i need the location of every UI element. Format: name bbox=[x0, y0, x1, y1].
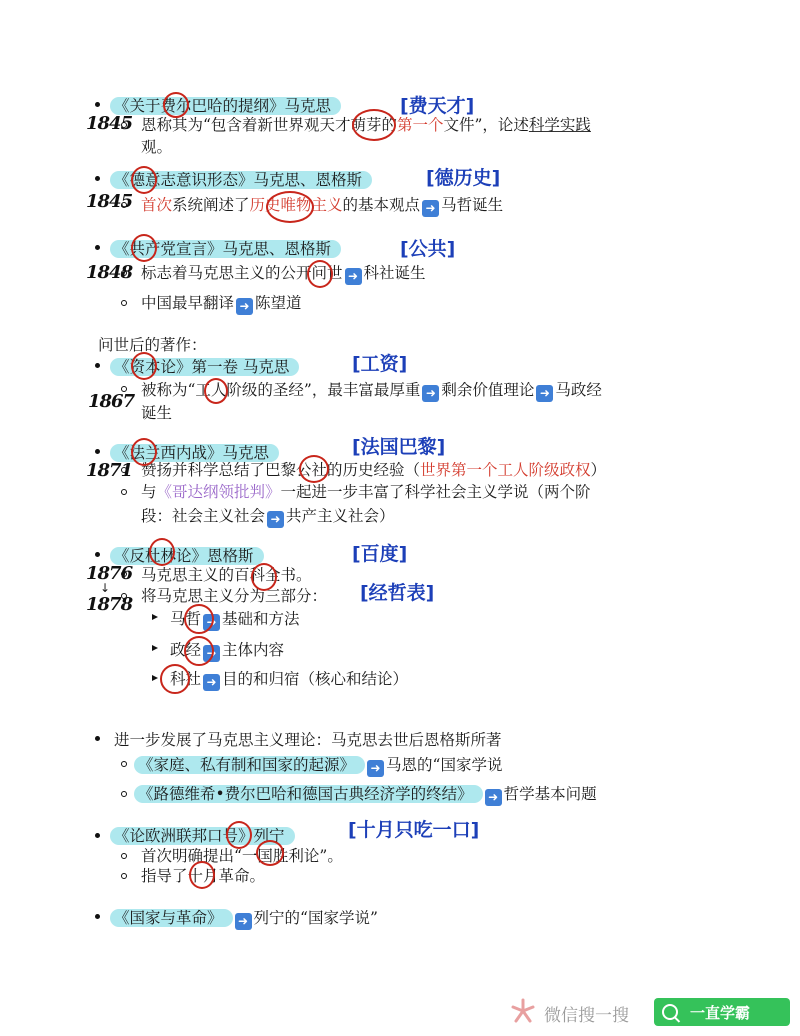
section-9-line: 《国家与革命》 ➜ 列宁的“国家学说” bbox=[110, 906, 378, 930]
bullet bbox=[95, 449, 100, 454]
section-7-sub2: 《路德维希•费尔巴哈和德国古典经济学的终结》 ➜ 哲学基本问题 bbox=[134, 782, 597, 806]
bullet bbox=[95, 833, 100, 838]
section-8-note: [十月只吃一口] bbox=[348, 819, 480, 841]
section-4-line2: 诞生 bbox=[141, 404, 173, 422]
section-1-year: 1845 bbox=[86, 113, 133, 134]
bullet bbox=[95, 363, 100, 368]
sub-bullet bbox=[121, 122, 127, 128]
sub-bullet bbox=[121, 873, 127, 879]
section-6-title: 《反杜林论》恩格斯 bbox=[110, 544, 264, 566]
section-5-line2: 与《哥达纲领批判》一起进一步丰富了科学社会主义学说（两个阶 bbox=[141, 483, 591, 501]
red-ink-circle bbox=[131, 166, 157, 194]
right-arrow-icon: ➜ bbox=[203, 674, 220, 691]
section-1-line1: 恩称其为“包含着新世界观天才萌芽的第一个文件”，论述科学实践 bbox=[141, 116, 591, 134]
section-6-year-start: 1876 bbox=[86, 563, 133, 584]
section-4-year: 1867 bbox=[88, 391, 135, 412]
section-2-year: 1845 bbox=[86, 191, 133, 212]
red-ink-circle bbox=[256, 840, 284, 866]
bullet bbox=[95, 102, 100, 107]
section-8-title: 《论欧洲联邦口号》列宁 bbox=[110, 824, 295, 846]
section-5-title: 《法兰西内战》马克思 bbox=[110, 441, 279, 463]
section-8-line2: 指导了十月革命。 bbox=[141, 867, 266, 885]
section-3-year: 1848 bbox=[86, 262, 133, 283]
section-3-title: 《共产党宣言》马克思、恩格斯 bbox=[110, 237, 341, 259]
bullet bbox=[95, 245, 100, 250]
sub-sub-bullet bbox=[152, 645, 158, 651]
sub-bullet bbox=[121, 202, 127, 208]
section-6-year-end: 1878 bbox=[86, 594, 133, 615]
watermark-label: 微信搜一搜 bbox=[544, 1006, 629, 1026]
section-5-line1: 赞扬并科学总结了巴黎公社的历史经验（世界第一个工人阶级政权） bbox=[141, 461, 607, 479]
red-ink-circle bbox=[131, 438, 157, 466]
section-6-line1: 马克思主义的百科全书。 bbox=[141, 566, 312, 584]
section-5-line3: 段：社会主义社会 ➜ 共产主义社会） bbox=[141, 507, 395, 526]
right-arrow-icon: ➜ bbox=[203, 614, 220, 631]
red-ink-circle bbox=[189, 861, 215, 889]
right-arrow-icon: ➜ bbox=[485, 789, 502, 806]
section-4-line1: 被称为“工人阶级的圣经”，最丰富最厚重 ➜ 剩余价值理论 ➜ 马政经 bbox=[141, 381, 602, 400]
bullet bbox=[95, 736, 100, 741]
sub-sub-bullet bbox=[152, 675, 158, 681]
sub-bullet bbox=[121, 853, 127, 859]
search-icon bbox=[662, 1004, 678, 1020]
right-arrow-icon: ➜ bbox=[267, 511, 284, 528]
section-5-note: [法国巴黎] bbox=[352, 436, 446, 458]
section-2-note: [德历史] bbox=[426, 167, 501, 189]
bullet bbox=[95, 552, 100, 557]
section-7-line1: 进一步发展了马克思主义理论：马克思去世后恩格斯所著 bbox=[114, 731, 502, 749]
section-6-note: [百度] bbox=[352, 543, 408, 565]
bullet bbox=[95, 176, 100, 181]
section-2-line1: 首次系统阐述了历史唯物主义的基本观点 ➜ 马哲诞生 bbox=[141, 196, 504, 215]
red-ink-circle bbox=[131, 352, 157, 380]
right-arrow-icon: ➜ bbox=[367, 760, 384, 777]
section-4-note: [工资] bbox=[352, 353, 408, 375]
section-6-sub3: 科社 ➜ 目的和归宿（核心和结论） bbox=[170, 670, 409, 689]
after-heading: 问世后的著作： bbox=[98, 336, 207, 354]
right-arrow-icon: ➜ bbox=[345, 268, 362, 285]
section-6-sub1: 马哲 ➜ 基础和方法 bbox=[170, 610, 300, 629]
sub-bullet bbox=[121, 300, 127, 306]
sub-bullet bbox=[121, 489, 127, 495]
red-ink-circle bbox=[184, 604, 214, 634]
right-arrow-icon: ➜ bbox=[235, 913, 252, 930]
section-6-sub2: 政经 ➜ 主体内容 bbox=[170, 641, 285, 660]
red-ink-circle bbox=[226, 821, 252, 849]
section-1-line2: 观。 bbox=[141, 138, 173, 156]
section-4-title: 《资本论》第一卷 马克思 bbox=[110, 355, 299, 377]
section-8-line1: 首次明确提出“一国胜利论”。 bbox=[141, 847, 343, 865]
red-ink-circle bbox=[160, 664, 190, 694]
red-ink-circle bbox=[251, 563, 277, 591]
red-ink-circle bbox=[299, 455, 329, 483]
year-range-arrow: ↓ bbox=[100, 581, 111, 595]
right-arrow-icon: ➜ bbox=[422, 385, 439, 402]
section-1-note: [费天才] bbox=[400, 95, 475, 117]
red-ink-circle bbox=[163, 92, 189, 118]
right-arrow-icon: ➜ bbox=[536, 385, 553, 402]
section-1-title: 《关于费尔巴哈的提纲》马克思 bbox=[110, 94, 341, 116]
section-7-sub1: 《家庭、私有制和国家的起源》 ➜ 马恩的“国家学说 bbox=[134, 753, 502, 777]
sub-bullet bbox=[121, 791, 127, 797]
section-5-year: 1871 bbox=[86, 460, 133, 481]
section-3-line2: 中国最早翻译 ➜ 陈望道 bbox=[141, 294, 302, 313]
sub-bullet bbox=[121, 593, 127, 599]
red-ink-circle bbox=[184, 636, 214, 666]
red-ink-circle bbox=[149, 538, 175, 566]
red-ink-circle bbox=[204, 378, 228, 404]
wechat-search-icon bbox=[508, 996, 538, 1030]
section-2-title: 《德意志意识形态》马克思、恩格斯 bbox=[110, 168, 372, 190]
red-ink-circle bbox=[266, 191, 314, 223]
watermark-search-button[interactable]: 一直学霸 bbox=[654, 998, 790, 1026]
red-ink-circle bbox=[307, 260, 333, 288]
sub-bullet bbox=[121, 467, 127, 473]
red-ink-circle bbox=[352, 109, 396, 141]
sub-bullet bbox=[121, 386, 127, 392]
red-ink-circle bbox=[131, 234, 157, 262]
sub-sub-bullet bbox=[152, 614, 158, 620]
right-arrow-icon: ➜ bbox=[203, 645, 220, 662]
sub-bullet bbox=[121, 571, 127, 577]
section-6-note-2: [经哲表] bbox=[360, 582, 435, 604]
section-3-note: [公共] bbox=[400, 238, 456, 260]
section-6-line2: 将马克思主义分为三部分： bbox=[141, 587, 328, 605]
bullet bbox=[95, 914, 100, 919]
right-arrow-icon: ➜ bbox=[422, 200, 439, 217]
sub-bullet bbox=[121, 270, 127, 276]
right-arrow-icon: ➜ bbox=[236, 298, 253, 315]
sub-bullet bbox=[121, 761, 127, 767]
section-3-line1: 标志着马克思主义的公开问世 ➜ 科社诞生 bbox=[141, 264, 426, 283]
